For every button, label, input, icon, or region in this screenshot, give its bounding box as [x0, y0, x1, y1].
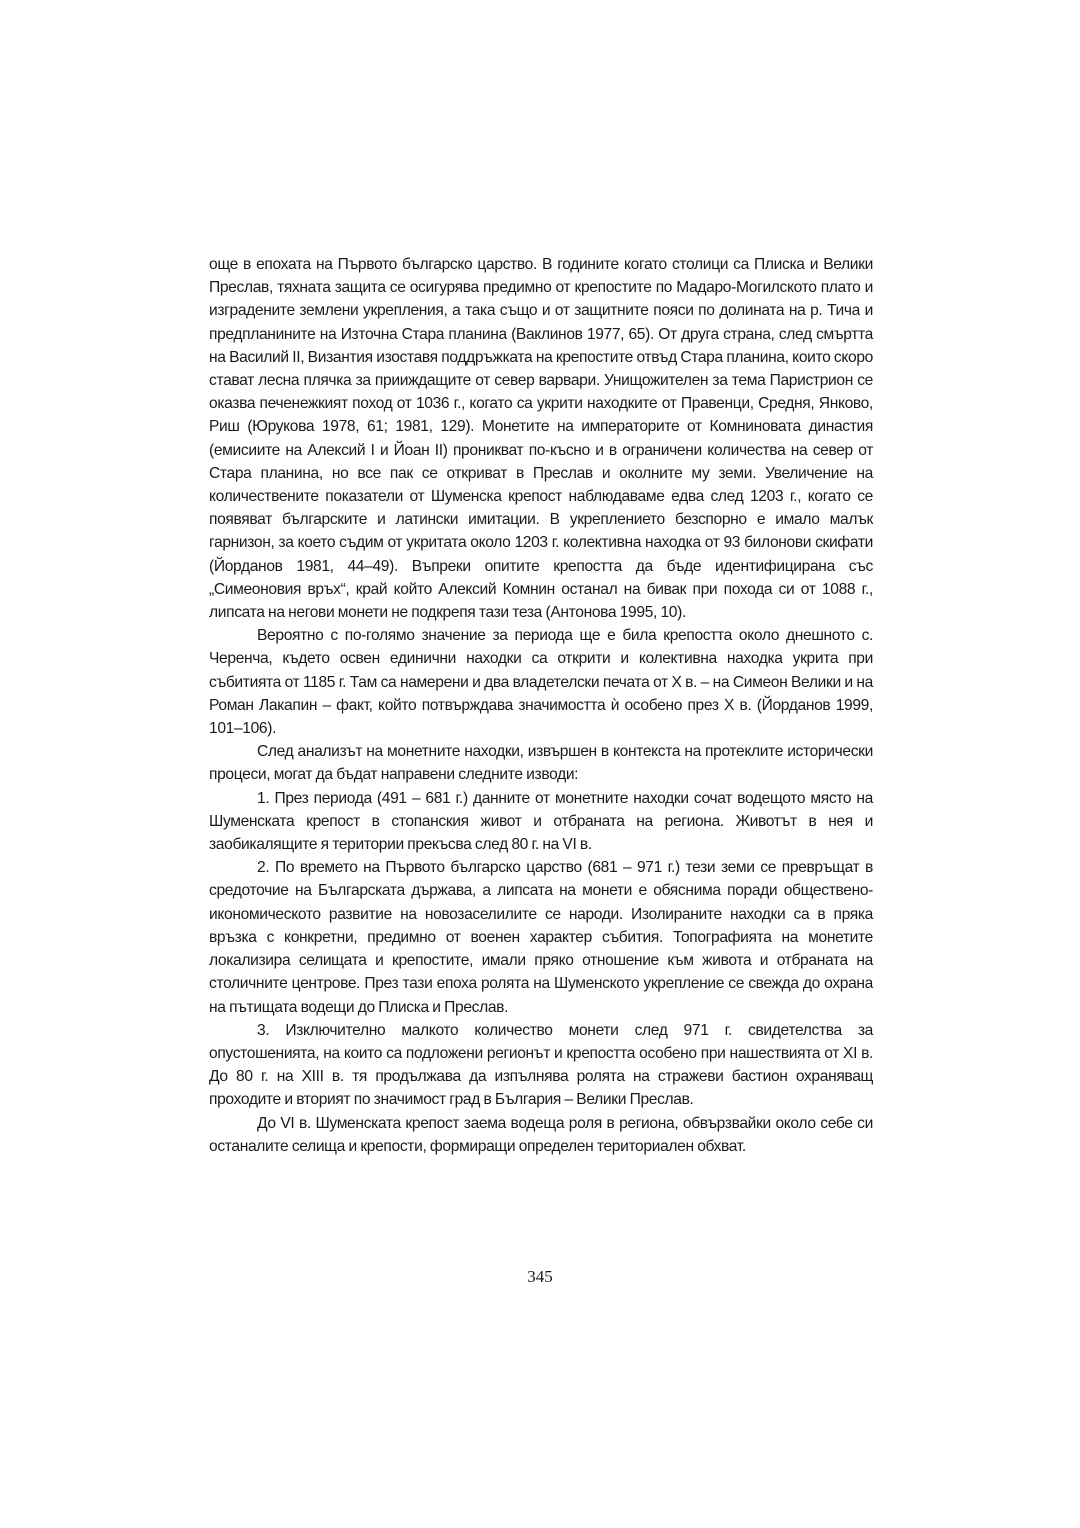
body-text [209, 253, 873, 1158]
conclusion-2: 2. По времето на Първото българско царство (681 – 971 г.) тези земи се превръщат в средоточие на Българската държава, а липсата на монети е обяснима поради обществено-икономическото развитие на новозаселилите се народи. Изолираните находки са в пряка връзка с конкретни, предимно от военен характер събития. Топографията на монетите локализира селищата и крепостите, имали пряко отношение към живота и отбраната на столичните центрове. През тази епоха ролята на Шуменското укрепление се свежда до охрана на пътищата водещи до Плиска и Преслав. [209, 859, 873, 1016]
paragraph-3: След анализът на монетните находки, извършен в контекста на протеклите исторически процеси, могат да бъдат направени следните изводи: [209, 743, 873, 784]
paragraph-1: още в епохата на Първото българско царство. В годините когато столици са Плиска и Велики Преслав, тяхната защита се осигурява предимно от крепостите по Мадаро-Могилското плато и изградените землени укрепления, а така също и от защитните пояси по долината на р. Тича и предпланините на Източна Стара планина (Ваклинов 1977, 65). От друга страна, след смъртта на Василий II, Византия изоставя поддръжката на крепостите отвъд Стара планина, които скоро стават лесна плячка за прииждащите от север варвари. Унищожителен за тема Паристрион се оказва печенежкият поход от 1036 г., когато са укрити находките от Правенци, Средня, Янково, Риш (Юрукова 1978, 61; 1981, 129). Монетите на императорите от Комниновата династия (емисиите на Алексий I и Йоан II) проникват по-късно и в ограничени количества на север от Стара планина, но все пак се откриват в Преслав и околните му земи. Увеличение на количествените показатели от Шуменска крепост наблюдаваме едва след 1203 г., когато се появяват българските и латински имитации. В укреплението безспорно е имало малък гарнизон, за което съдим от укритата около 1203 г. колективна находка от 93 билонови скифати (Йорданов 1981, 44–49). Въпреки опитите крепостта да бъде идентифицирана със „Симеоновия връх“, край който Алексий Комнин останал на бивак при похода си от 1088 г., липсата на негови монети не подкрепя тази теза (Антонова 1995, 10). [209, 256, 873, 622]
conclusion-3: 3. Изключително малкото количество монети след 971 г. свидетелства за опустошенията, на които са подложени регионът и крепостта особено при нашествията от XI в. До 80 г. на XIII в. тя продължава да изпълнява ролята на стражеви бастион охраняващ проходите и вторият по значимост град в България – Велики Преслав. [209, 1021, 873, 1109]
paragraph-2: Вероятно с по-голямо значение за периода ще е била крепостта около днешното с. Черенча, където освен единични находки са открити и колективна находка укрита при събитията от 1185 г. Там са намерени и два владетелски печата от Х в. – на Симеон Велики и на Роман Лакапин – факт, който потвърждава значимостта ѝ особено през Х в. (Йорданов 1999, 101–106). [209, 627, 873, 738]
conclusion-1: 1. През периода (491 – 681 г.) данните от монетните находки сочат водещото място на Шуменската крепост в стопанския живот и отбраната на региона. Животът в нея и заобикалящите я територии прекъсва след 80 г. на VI в. [209, 789, 873, 854]
page-number: 345 [527, 1267, 553, 1286]
paragraph-final: До VI в. Шуменската крепост заема водеща роля в региона, обвързвайки около себе си останалите селища и крепости, формиращи определен териториален обхват. [209, 1114, 873, 1155]
